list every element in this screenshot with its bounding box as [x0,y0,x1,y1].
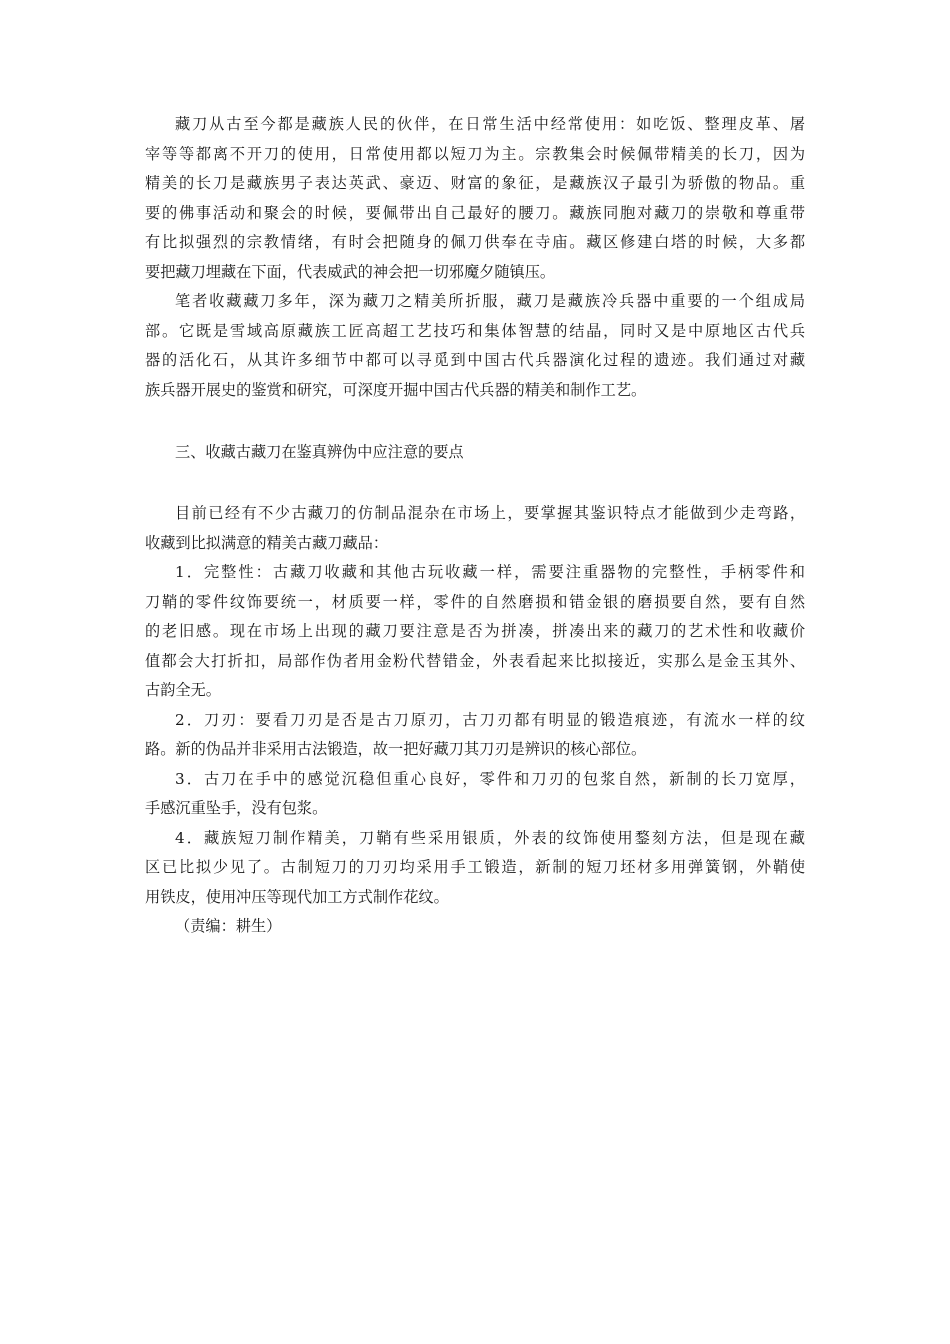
section-heading: 三、收藏古藏刀在鉴真辨伪中应注意的要点 [175,443,464,461]
text-line: 宰等等都离不开刀的使用，日常使用都以短刀为主。宗教集会时候佩带精美的长刀，因为 [145,144,805,163]
paragraph [145,287,805,405]
editor-credit [145,912,805,942]
text-line: 2．刀刃：要看刀刃是否是古刀原刃，古刀刃都有明显的锻造痕迹，有流水一样的纹 [175,710,805,729]
paragraph [145,765,805,824]
paragraph [145,110,805,287]
text-line: 手感沉重坠手，没有包浆。 [145,799,328,817]
text-line: 有比拟强烈的宗教情绪，有时会把随身的佩刀供奉在寺庙。藏区修建白塔的时候，大多都 [145,233,805,251]
text-line: 值都会大打折扣，局部作伪者用金粉代替错金，外表看起来比拟接近，实那么是金玉其外、 [145,651,805,670]
text-line: 3．古刀在手中的感觉沉稳但重心良好，零件和刀刃的包浆自然，新制的长刀宽厚， [175,769,805,788]
paragraph [145,558,805,706]
text-line: 精美的长刀是藏族男子表达英武、豪迈、财富的象征，是藏族汉子最引为骄傲的物品。重 [145,174,805,192]
text-line: （责编：耕生） [175,917,282,935]
document-body [145,110,805,942]
text-line: 1．完整性：古藏刀收藏和其他古玩收藏一样，需要注重器物的完整性，手柄零件和 [175,563,805,581]
text-line: 器的活化石，从其许多细节中都可以寻觅到中国古代兵器演化过程的遗迹。我们通过对藏 [145,351,805,369]
text-line: 要的佛事活动和聚会的时候，要佩带出自己最好的腰刀。藏族同胞对藏刀的崇敬和尊重带 [145,203,805,222]
paragraph [145,706,805,765]
text-line: 目前已经有不少古藏刀的仿制品混杂在市场上，要掌握其鉴识特点才能做到少走弯路， [175,504,805,522]
text-line: 用铁皮，使用冲压等现代加工方式制作花纹。 [145,887,449,906]
text-line: 族兵器开展史的鉴赏和研究，可深度开掘中国古代兵器的精美和制作工艺。 [145,380,647,399]
text-line: 部。它既是雪域高原藏族工匠高超工艺技巧和集体智慧的结晶，同时又是中原地区古代兵 [145,321,805,340]
text-line: 路。新的伪品并非采用古法锻造，故一把好藏刀其刀刃是辨识的核心部位。 [145,740,647,758]
text-line: 4．藏族短刀制作精美，刀鞘有些采用银质，外表的纹饰使用鍪刻方法，但是现在藏 [175,828,805,847]
text-line: 区已比拟少见了。古制短刀的刀刃均采用手工锻造，新制的短刀坯材多用弹簧钢，外鞘使 [145,858,805,876]
text-line: 的老旧感。现在市场上出现的藏刀要注意是否为拼凑，拼凑出来的藏刀的艺术性和收藏价 [145,622,805,640]
paragraph [145,824,805,913]
text-line: 古韵全无。 [145,681,221,699]
text-line: 要把藏刀埋藏在下面，代表威武的神会把一切邪魔夕随镇压。 [145,262,556,281]
text-line: 刀鞘的零件纹饰要统一，材质要一样，零件的自然磨损和错金银的磨损要自然，要有自然 [145,592,805,611]
text-line: 收藏到比拟满意的精美古藏刀藏品： [145,533,388,552]
text-line: 笔者收藏藏刀多年，深为藏刀之精美所折服，藏刀是藏族冷兵器中重要的一个组成局 [175,292,805,310]
paragraph [145,499,805,558]
text-line: 藏刀从古至今都是藏族人民的伙伴，在日常生活中经常使用：如吃饭、整理皮革、屠 [175,115,805,133]
